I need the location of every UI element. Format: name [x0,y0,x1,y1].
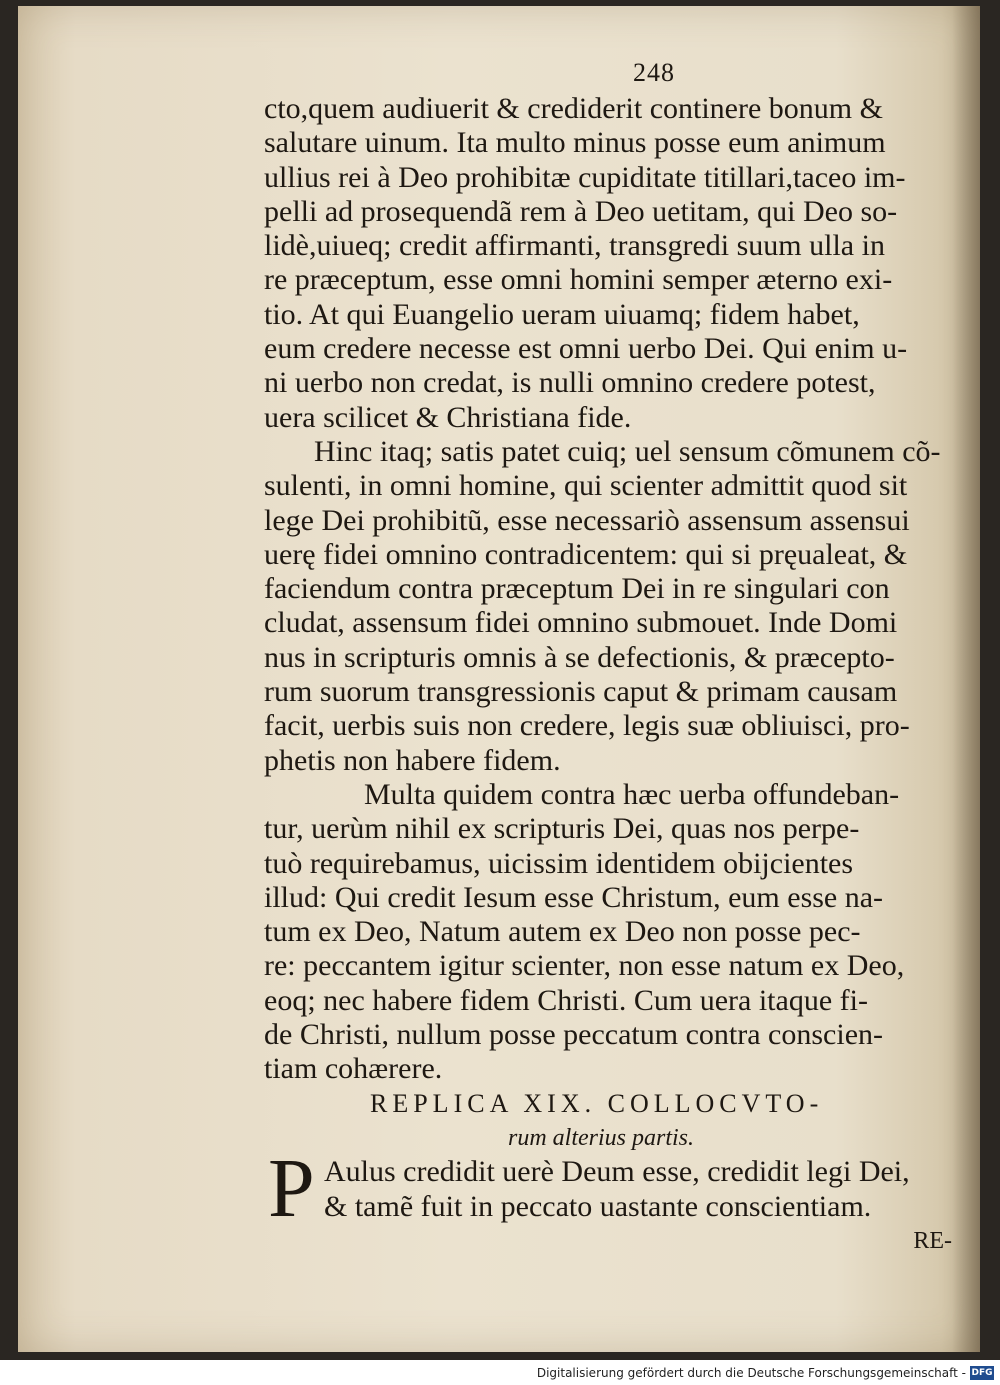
paragraph-3 [264,778,964,1087]
text-line: uera scilicet & Christiana fide. [264,400,632,434]
text-line: re præceptum, esse omni homini semper æterno exi- [264,263,893,297]
text-line: cto,quem audiuerit & crediderit continere bonum & [264,92,883,125]
text-line: illud: Qui credit Iesum esse Christum, eum esse na- [264,880,884,914]
text-line: cludat, assensum fidei omnino submouet. Inde Domi [264,606,898,640]
text-line: Aulus credidit uerè Deum esse, credidit legi Dei, [324,1155,910,1189]
text-line: facit, uerbis suis non credere, legis suæ obliuisci, pro- [264,709,910,743]
section-subheading: rum alterius partis. [508,1124,695,1151]
text-line: tiam cohærere. [264,1052,443,1086]
text-line: pelli ad prosequendã rem à Deo uetitam, qui Deo so- [264,194,898,228]
text-line: phetis non habere fidem. [264,743,561,777]
text-line: ni uerbo non credat, is nulli omnino credere potest, [264,366,876,400]
text-line: sulenti, in omni homine, qui scienter admittit quod sit [264,469,908,503]
text-line: faciendum contra præceptum Dei in re singulari con [264,572,890,606]
text-line: uerę fidei omnino contradicentem: qui si pręualeat, & [264,537,908,571]
paragraph-1 [264,92,964,435]
footer-credit: Digitalisierung gefördert durch die Deutsche Forschungsgemeinschaft - [536,1366,966,1380]
text-line: re: peccantem igitur scienter, non esse natum ex Deo, [264,949,905,983]
text-line: eum credere necesse est omni uerbo Dei. Qui enim u- [264,332,908,366]
dfg-logo: DFG [971,1368,993,1378]
drop-cap-initial: P [268,1142,315,1236]
page-number: 248 [633,58,675,87]
text-line: tio. At qui Euangelio ueram uiuamq; fidem habet, [264,297,860,331]
text-line: ullius rei à Deo prohibitæ cupiditate titillari,taceo im- [264,160,906,194]
section-heading: REPLICA XIX. COLLOCVTO- [370,1088,824,1118]
text-line: de Christi, nullum posse peccatum contra conscien- [264,1018,883,1052]
text-line: tuò requirebamus, uicissim identidem obijcientes [264,846,854,880]
digitization-footer [0,1363,1000,1385]
text-line: nus in scripturis omnis à se defectionis, & præcepto- [264,640,895,674]
text-line: tur, uerùm nihil ex scripturis Dei, quas nos perpe- [264,812,860,846]
text-line: & tamẽ fuit in peccato uastante conscientiam. [324,1189,872,1223]
page-text [264,58,964,1258]
paragraph-2 [264,435,964,778]
text-line: salutare uinum. Ita multo minus posse eum animum [264,126,886,160]
paragraph-4 [264,1142,964,1236]
text-line: tum ex Deo, Natum autem ex Deo non posse pec- [264,915,861,949]
catchword: RE- [913,1227,952,1254]
text-line: Multa quidem contra hæc uerba offundeban- [364,777,900,811]
text-line: rum suorum transgressionis caput & primam causam [264,675,898,709]
text-line: eoq; nec habere fidem Christi. Cum uera itaque fi- [264,983,868,1017]
text-line: Hinc itaq; satis patet cuiq; uel sensum cõmunem cõ- [314,434,941,468]
text-line: lege Dei prohibitũ, esse necessariò assensum assensui [264,503,910,537]
text-line: lidè,uiueq; credit affirmanti, transgredi suum ulla in [264,229,885,263]
